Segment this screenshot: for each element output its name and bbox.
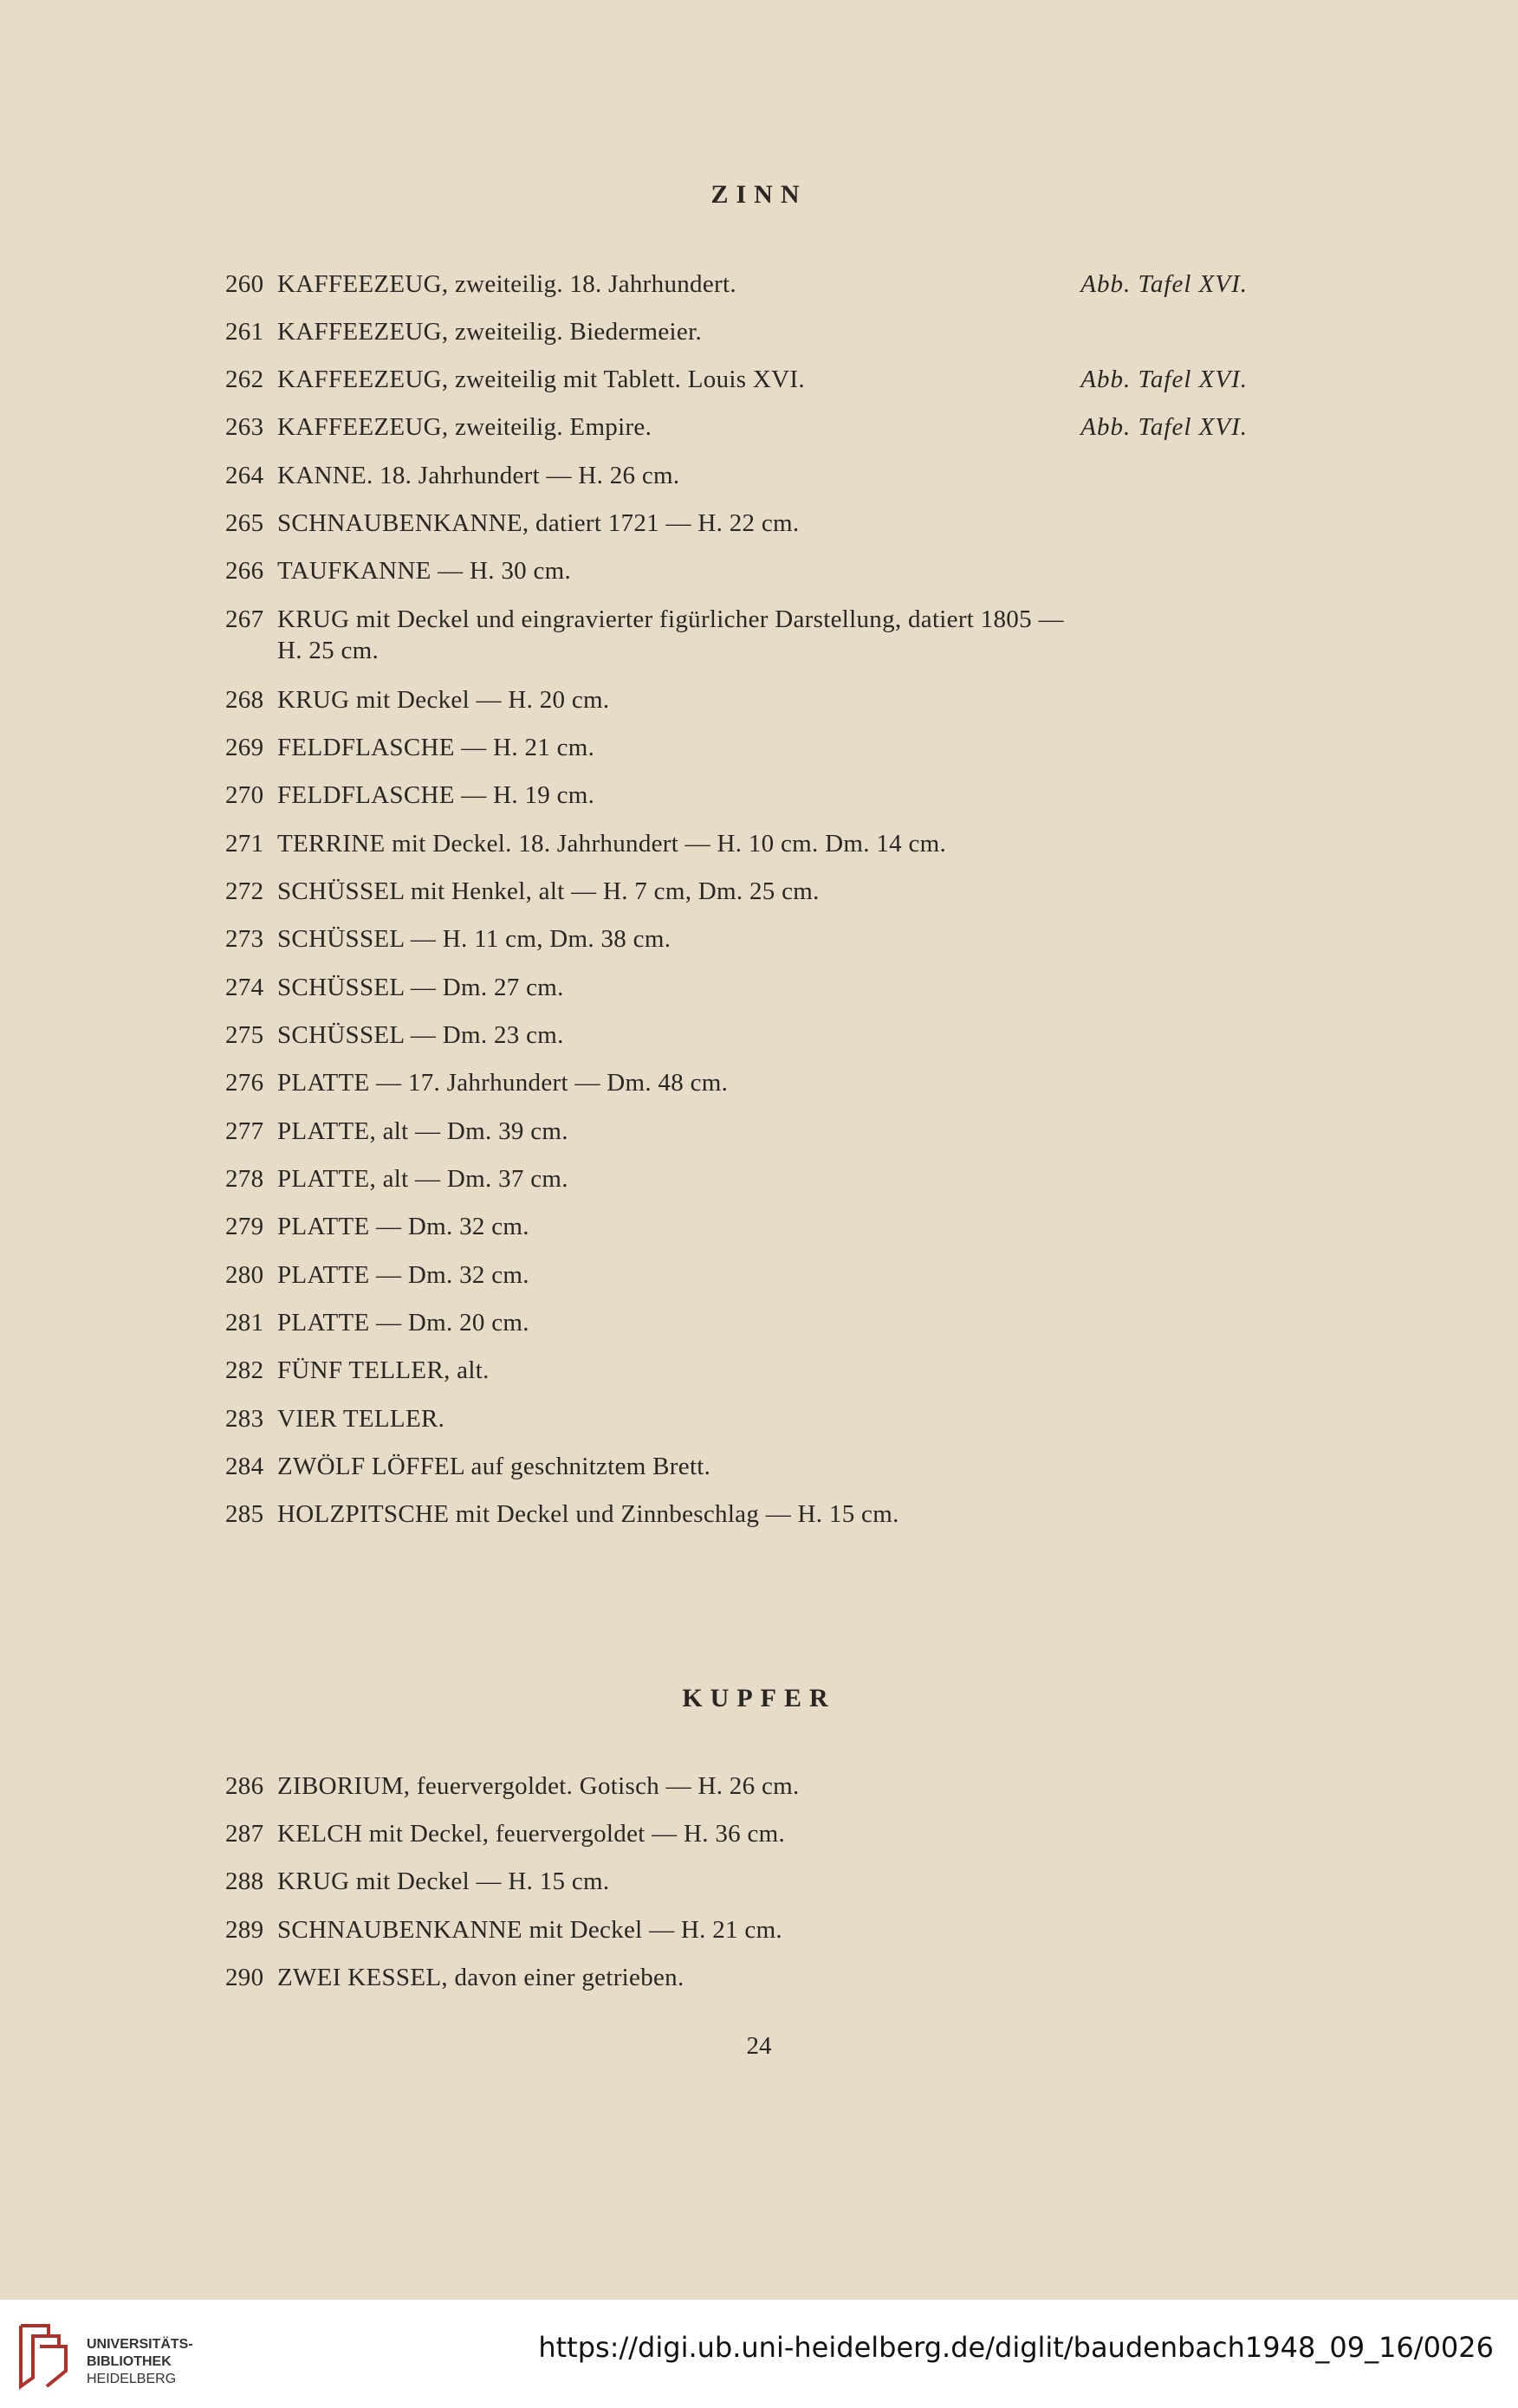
item-description: KRUG mit Deckel — H. 20 cm. [277,686,610,714]
list-item [225,316,1248,347]
item-description: KANNE. 18. Jahrhundert — H. 26 cm. [277,462,680,489]
item-description: VIER TELLER. [277,1405,445,1433]
list-item [225,1818,1248,1849]
item-number: 261 [225,318,264,346]
list-item [225,364,1248,395]
item-number: 267 [225,605,264,633]
item-description: PLATTE — Dm. 32 cm. [277,1261,529,1289]
item-description: KAFFEEZEUG, zweiteilig. 18. Jahrhundert. [277,270,736,298]
list-item [225,1403,1248,1434]
item-number: 268 [225,686,264,714]
list-item [225,876,1248,907]
list-item [225,1866,1248,1897]
item-description: FELDFLASCHE — H. 21 cm. [277,734,595,761]
item-number: 264 [225,462,264,489]
item-description-continued: H. 25 cm. [277,637,380,664]
item-number: 286 [225,1772,264,1800]
item-description: PLATTE, alt — Dm. 37 cm. [277,1165,568,1193]
item-description: HOLZPITSCHE mit Deckel und Zinnbeschlag — H. 15 cm. [277,1500,899,1528]
item-description: PLATTE, alt — Dm. 39 cm. [277,1117,568,1145]
permalink-url[interactable]: https://digi.ub.uni-heidelberg.de/diglit/baudenbach1948_09_16/0026 [538,2331,1494,2364]
item-description: FELDFLASCHE — H. 19 cm. [277,781,595,809]
item-number: 263 [225,413,264,441]
item-number: 274 [225,974,264,1001]
list-item [225,411,1248,443]
library-name-line2: BIBLIOTHEK [87,2354,172,2369]
list-item [225,1499,1248,1530]
item-number: 285 [225,1500,264,1528]
item-description: KRUG mit Deckel — H. 15 cm. [277,1867,610,1895]
item-description: ZWEI KESSEL, davon einer getrieben. [277,1964,684,1991]
item-number: 276 [225,1069,264,1097]
plate-reference: Abb. Tafel XVI. [1080,270,1248,298]
item-description: FÜNF TELLER, alt. [277,1356,490,1384]
footer-bar [0,2300,1518,2408]
item-description: SCHÜSSEL mit Henkel, alt — H. 7 cm, Dm. 25 cm. [277,877,820,905]
list-item [225,1020,1248,1051]
list-item [225,972,1248,1003]
item-number: 284 [225,1453,264,1480]
section-heading-zinn: ZINN [710,180,808,209]
item-number: 280 [225,1261,264,1289]
item-number: 275 [225,1021,264,1049]
list-item [225,780,1248,811]
item-number: 269 [225,734,264,761]
item-number: 260 [225,270,264,298]
item-number: 287 [225,1820,264,1848]
item-description: KAFFEEZEUG, zweiteilig mit Tablett. Louis XVI. [277,366,805,393]
item-number: 282 [225,1356,264,1384]
list-item [225,828,1248,859]
item-number: 277 [225,1117,264,1145]
plate-reference: Abb. Tafel XVI. [1080,366,1248,393]
list-item [225,923,1248,955]
item-description: PLATTE — Dm. 32 cm. [277,1213,529,1240]
list-item [225,1914,1248,1945]
item-number: 272 [225,877,264,905]
list-item [225,1451,1248,1482]
list-item [225,555,1248,586]
list-item [225,1163,1248,1194]
list-item [225,1355,1248,1386]
item-description: SCHNAUBENKANNE mit Deckel — H. 21 cm. [277,1916,782,1944]
section-heading-kupfer: KUPFER [682,1684,836,1712]
item-description: ZWÖLF LÖFFEL auf geschnitztem Brett. [277,1453,711,1480]
item-number: 262 [225,366,264,393]
list-item [225,1116,1248,1147]
item-description: TAUFKANNE — H. 30 cm. [277,557,572,585]
item-number: 283 [225,1405,264,1433]
item-description: ZIBORIUM, feuervergoldet. Gotisch — H. 26 cm. [277,1772,800,1800]
item-number: 288 [225,1867,264,1895]
list-item [225,1770,1248,1802]
item-number: 290 [225,1964,264,1991]
list-item [225,1259,1248,1291]
library-name-line3: HEIDELBERG [87,2372,177,2386]
item-description: KELCH mit Deckel, feuervergoldet — H. 36 cm. [277,1820,786,1848]
library-name[interactable] [87,2336,193,2388]
library-name-line1: UNIVERSITÄTS- [87,2337,193,2352]
item-description: SCHÜSSEL — Dm. 27 cm. [277,974,564,1001]
item-description: KAFFEEZEUG, zweiteilig. Empire. [277,413,652,441]
item-number: 278 [225,1165,264,1193]
item-description: SCHÜSSEL — H. 11 cm, Dm. 38 cm. [277,925,671,953]
item-description: PLATTE — 17. Jahrhundert — Dm. 48 cm. [277,1069,729,1097]
ub-heidelberg-logo-icon[interactable] [16,2317,71,2393]
list-item [225,732,1248,763]
item-description: PLATTE — Dm. 20 cm. [277,1309,529,1337]
item-description: SCHNAUBENKANNE, datiert 1721 — H. 22 cm. [277,509,800,537]
item-number: 270 [225,781,264,809]
list-item [225,460,1248,491]
item-description: TERRINE mit Deckel. 18. Jahrhundert — H. 10 cm. Dm. 14 cm. [277,830,947,858]
item-description: SCHÜSSEL — Dm. 23 cm. [277,1021,564,1049]
list-item [225,1307,1248,1338]
item-number: 271 [225,830,264,858]
list-item [225,1962,1248,1993]
item-description: KRUG mit Deckel und eingravierter figürlicher Darstellung, datiert 1805 — [277,605,1064,633]
plate-reference: Abb. Tafel XVI. [1080,413,1248,441]
item-number: 266 [225,557,264,585]
list-item [225,1067,1248,1098]
item-number: 289 [225,1916,264,1944]
list-item [225,1211,1248,1242]
item-number: 265 [225,509,264,537]
list-item [225,269,1248,300]
item-number: 279 [225,1213,264,1240]
list-item [225,684,1248,715]
item-number: 273 [225,925,264,953]
item-description: KAFFEEZEUG, zweiteilig. Biedermeier. [277,318,702,346]
page-number: 24 [746,2032,772,2060]
list-item [225,508,1248,539]
list-item [225,604,1248,666]
item-number: 281 [225,1309,264,1337]
